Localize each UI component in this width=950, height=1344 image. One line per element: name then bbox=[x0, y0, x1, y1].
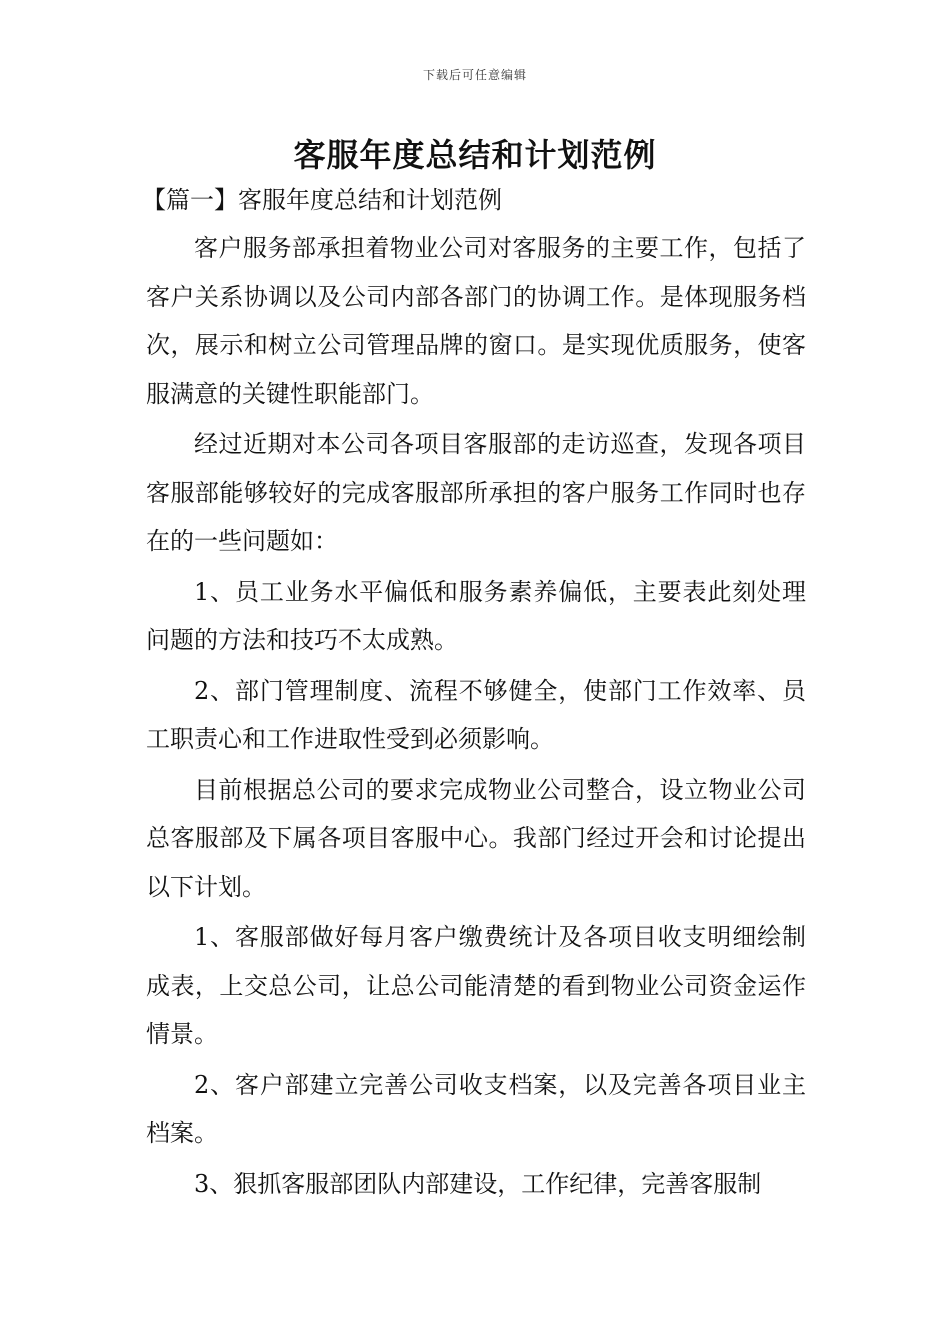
paragraph-5: 目前根据总公司的要求完成物业公司整合，设立物业公司总客服部及下属各项目客服中心。我部门经过开会和讨论提出以下计划。 bbox=[146, 775, 806, 901]
paragraph-1: 客户服务部承担着物业公司对客服务的主要工作，包括了客户关系协调以及公司内部各部门的协调工作。是体现服务档次，展示和树立公司管理品牌的窗口。是实现优质服务，使客服满意的关键性职能部门。 bbox=[146, 234, 806, 408]
paragraph-4: 2、部门管理制度、流程不够健全，使部门工作效率、员工职责心和工作进取性受到必须影响。 bbox=[146, 676, 806, 753]
paragraph-2: 经过近期对本公司各项目客服部的走访巡查，发现各项目客服部能够较好的完成客服部所承担的客户服务工作同时也存在的一些问题如： bbox=[146, 430, 806, 555]
document-body bbox=[142, 176, 806, 1210]
document-title: 客服年度总结和计划范例 bbox=[293, 136, 657, 174]
paragraph-7: 2、客户部建立完善公司收支档案，以及完善各项目业主档案。 bbox=[146, 1070, 806, 1147]
header-note: 下载后可任意编辑 bbox=[422, 68, 527, 82]
paragraph-3: 1、员工业务水平偏低和服务素养偏低，主要表此刻处理问题的方法和技巧不太成熟。 bbox=[146, 577, 806, 654]
section-heading: 【篇一】客服年度总结和计划范例 bbox=[142, 186, 502, 214]
paragraph-6: 1、客服部做好每月客户缴费统计及各项目收支明细绘制成表，上交总公司，让总公司能清楚的看到物业公司资金运作情景。 bbox=[146, 923, 806, 1048]
paragraph-8: 3、狠抓客服部团队内部建设，工作纪律，完善客服制 bbox=[194, 1169, 762, 1198]
